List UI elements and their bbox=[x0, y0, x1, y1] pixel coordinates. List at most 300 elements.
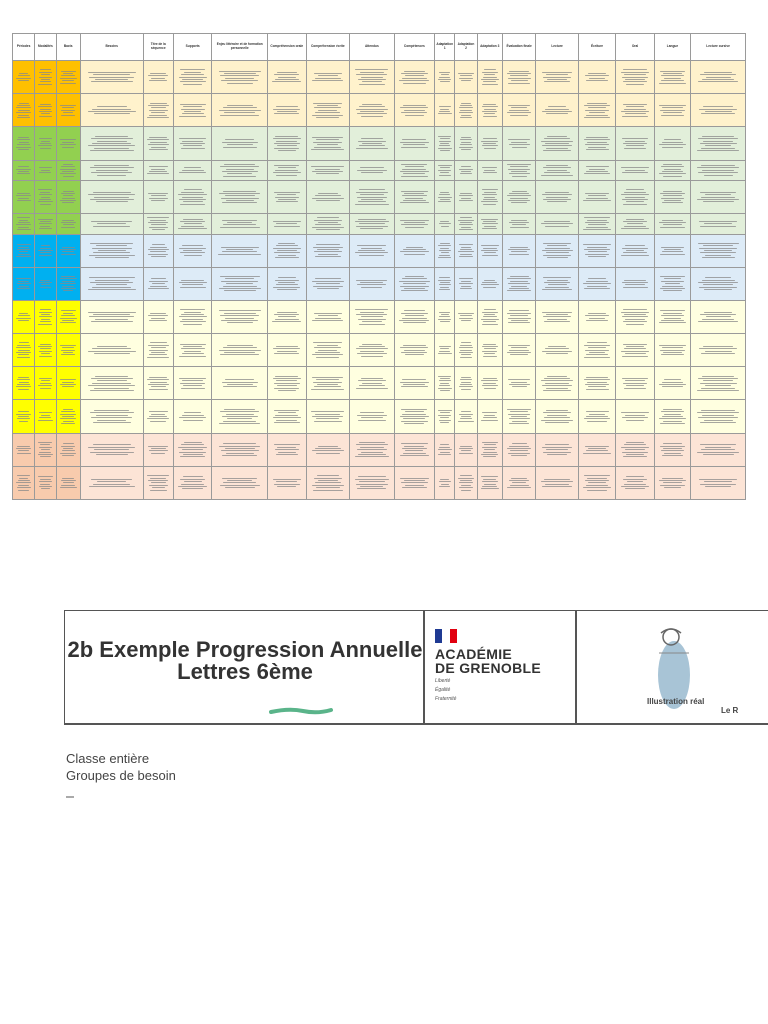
text-line-placeholder bbox=[481, 79, 499, 80]
cell-text-lines bbox=[59, 164, 77, 177]
text-line-placeholder bbox=[700, 444, 737, 445]
table-cell bbox=[80, 267, 143, 300]
text-line-placeholder bbox=[459, 229, 472, 230]
cell-text-lines bbox=[620, 167, 651, 173]
text-line-placeholder bbox=[277, 289, 297, 290]
text-line-placeholder bbox=[459, 448, 474, 449]
text-line-placeholder bbox=[438, 148, 452, 149]
table-cell bbox=[691, 127, 746, 160]
column-header: Modalités bbox=[35, 34, 56, 61]
table-cell bbox=[616, 367, 654, 400]
text-line-placeholder bbox=[151, 482, 166, 483]
text-line-placeholder bbox=[621, 486, 648, 487]
text-line-placeholder bbox=[274, 143, 301, 144]
cell-text-lines bbox=[480, 378, 499, 389]
table-cell bbox=[268, 61, 306, 94]
text-line-placeholder bbox=[545, 248, 570, 249]
text-line-placeholder bbox=[482, 167, 497, 168]
text-line-placeholder bbox=[588, 313, 607, 314]
cell-text-lines bbox=[354, 476, 390, 489]
text-line-placeholder bbox=[97, 481, 126, 482]
cell-text-lines bbox=[310, 103, 345, 118]
text-line-placeholder bbox=[481, 250, 498, 251]
cell-text-lines bbox=[658, 379, 687, 387]
text-line-placeholder bbox=[151, 78, 165, 79]
text-line-placeholder bbox=[362, 344, 382, 345]
cell-text-lines bbox=[437, 312, 452, 323]
text-line-placeholder bbox=[359, 189, 385, 190]
cell-text-lines bbox=[147, 244, 171, 257]
text-line-placeholder bbox=[704, 223, 733, 224]
text-line-placeholder bbox=[461, 142, 470, 143]
text-line-placeholder bbox=[16, 169, 30, 170]
text-line-placeholder bbox=[662, 286, 683, 287]
text-line-placeholder bbox=[147, 117, 169, 118]
table-cell bbox=[654, 61, 690, 94]
text-line-placeholder bbox=[405, 227, 425, 228]
text-line-placeholder bbox=[512, 386, 527, 387]
text-line-placeholder bbox=[220, 115, 259, 116]
table-cell bbox=[455, 334, 477, 367]
column-header: Langue bbox=[654, 34, 690, 61]
text-line-placeholder bbox=[315, 278, 341, 279]
text-line-placeholder bbox=[484, 388, 496, 389]
cell-text-lines bbox=[272, 243, 303, 258]
text-line-placeholder bbox=[94, 410, 129, 411]
text-line-placeholder bbox=[151, 224, 166, 225]
cell-text-lines bbox=[354, 309, 390, 324]
text-line-placeholder bbox=[184, 223, 202, 224]
text-line-placeholder bbox=[622, 378, 648, 379]
text-line-placeholder bbox=[180, 344, 206, 345]
text-line-placeholder bbox=[459, 283, 472, 284]
text-line-placeholder bbox=[148, 315, 168, 316]
table-cell bbox=[536, 61, 579, 94]
text-line-placeholder bbox=[17, 357, 31, 358]
text-line-placeholder bbox=[459, 482, 473, 483]
text-line-placeholder bbox=[223, 107, 257, 108]
text-line-placeholder bbox=[483, 221, 496, 222]
text-line-placeholder bbox=[278, 77, 296, 78]
text-line-placeholder bbox=[660, 446, 685, 447]
cell-text-lines bbox=[86, 410, 137, 423]
cell-text-lines bbox=[86, 106, 137, 114]
cell-text-lines bbox=[696, 72, 741, 83]
cell-text-lines bbox=[582, 313, 612, 321]
table-row bbox=[13, 433, 746, 466]
text-line-placeholder bbox=[223, 347, 257, 348]
text-line-placeholder bbox=[62, 80, 75, 81]
table-cell bbox=[350, 267, 395, 300]
text-line-placeholder bbox=[483, 378, 497, 379]
cell-text-lines bbox=[480, 69, 499, 84]
text-line-placeholder bbox=[183, 145, 202, 146]
cell-text-lines bbox=[480, 219, 499, 230]
text-line-placeholder bbox=[404, 480, 426, 481]
text-line-placeholder bbox=[623, 309, 646, 310]
table-cell bbox=[616, 160, 654, 180]
table-cell bbox=[654, 214, 690, 234]
cell-text-lines bbox=[506, 191, 532, 204]
text-line-placeholder bbox=[312, 80, 343, 81]
table-cell bbox=[80, 234, 143, 267]
table-cell bbox=[13, 334, 35, 367]
text-line-placeholder bbox=[60, 418, 75, 419]
column-header: Adaptation 2 bbox=[455, 34, 477, 61]
text-line-placeholder bbox=[273, 138, 301, 139]
text-line-placeholder bbox=[17, 288, 30, 289]
text-line-placeholder bbox=[225, 278, 254, 279]
text-line-placeholder bbox=[482, 442, 498, 443]
text-line-placeholder bbox=[441, 226, 449, 227]
cell-text-lines bbox=[217, 164, 262, 177]
text-line-placeholder bbox=[274, 192, 300, 193]
text-line-placeholder bbox=[481, 488, 499, 489]
text-line-placeholder bbox=[461, 103, 470, 104]
text-line-placeholder bbox=[625, 245, 645, 246]
cell-text-lines bbox=[398, 247, 430, 255]
table-cell bbox=[578, 334, 615, 367]
title-banner bbox=[64, 610, 768, 725]
table-cell bbox=[143, 214, 173, 234]
text-line-placeholder bbox=[62, 382, 74, 383]
cell-text-lines bbox=[620, 219, 651, 230]
table-cell bbox=[56, 180, 80, 213]
text-line-placeholder bbox=[662, 171, 684, 172]
text-line-placeholder bbox=[461, 80, 471, 81]
text-line-placeholder bbox=[508, 453, 530, 454]
cell-text-lines bbox=[147, 217, 171, 230]
table-cell bbox=[35, 127, 56, 160]
table-cell bbox=[394, 300, 434, 333]
text-line-placeholder bbox=[587, 220, 606, 221]
text-line-placeholder bbox=[356, 314, 387, 315]
text-line-placeholder bbox=[38, 442, 52, 443]
text-line-placeholder bbox=[510, 411, 528, 412]
text-line-placeholder bbox=[583, 283, 610, 284]
text-line-placeholder bbox=[483, 344, 496, 345]
text-line-placeholder bbox=[184, 189, 202, 190]
text-line-placeholder bbox=[314, 73, 342, 74]
cell-text-lines bbox=[86, 376, 137, 391]
text-line-placeholder bbox=[589, 318, 606, 319]
text-line-placeholder bbox=[403, 283, 426, 284]
column-header: Périodes bbox=[13, 34, 35, 61]
text-line-placeholder bbox=[483, 356, 497, 357]
text-line-placeholder bbox=[624, 109, 647, 110]
progression-table-wrap bbox=[12, 33, 746, 500]
text-line-placeholder bbox=[94, 113, 130, 114]
text-line-placeholder bbox=[40, 287, 52, 288]
text-line-placeholder bbox=[439, 175, 451, 176]
text-line-placeholder bbox=[95, 79, 128, 80]
text-line-placeholder bbox=[316, 173, 339, 174]
text-line-placeholder bbox=[626, 84, 644, 85]
text-line-placeholder bbox=[483, 452, 497, 453]
table-cell bbox=[477, 127, 502, 160]
text-line-placeholder bbox=[39, 228, 52, 229]
text-line-placeholder bbox=[312, 198, 344, 199]
cell-text-lines bbox=[15, 313, 32, 321]
text-line-placeholder bbox=[626, 385, 643, 386]
text-line-placeholder bbox=[95, 376, 128, 377]
text-line-placeholder bbox=[151, 448, 166, 449]
text-line-placeholder bbox=[356, 192, 388, 193]
text-line-placeholder bbox=[180, 143, 206, 144]
text-line-placeholder bbox=[400, 286, 428, 287]
table-cell bbox=[435, 127, 455, 160]
text-line-placeholder bbox=[40, 252, 51, 253]
text-line-placeholder bbox=[484, 280, 495, 281]
cell-text-lines bbox=[540, 243, 574, 258]
text-line-placeholder bbox=[17, 283, 31, 284]
text-line-placeholder bbox=[355, 479, 389, 480]
text-line-placeholder bbox=[94, 353, 130, 354]
text-line-placeholder bbox=[226, 249, 253, 250]
cell-text-lines bbox=[272, 106, 303, 114]
table-cell bbox=[654, 400, 690, 433]
text-line-placeholder bbox=[93, 252, 130, 253]
text-line-placeholder bbox=[63, 195, 73, 196]
table-cell bbox=[143, 300, 173, 333]
text-line-placeholder bbox=[405, 411, 423, 412]
text-line-placeholder bbox=[223, 147, 257, 148]
text-line-placeholder bbox=[461, 389, 472, 390]
illustration-caption-text: Illustration réal bbox=[647, 697, 705, 706]
text-line-placeholder bbox=[316, 487, 340, 488]
text-line-placeholder bbox=[438, 388, 452, 389]
text-line-placeholder bbox=[587, 142, 607, 143]
cell-text-lines bbox=[506, 310, 532, 323]
text-line-placeholder bbox=[151, 278, 166, 279]
column-header: Adaptation 1 bbox=[435, 34, 455, 61]
text-line-placeholder bbox=[60, 379, 77, 380]
text-line-placeholder bbox=[359, 442, 385, 443]
text-line-placeholder bbox=[482, 412, 497, 413]
cell-text-lines bbox=[59, 139, 77, 147]
text-line-placeholder bbox=[460, 144, 472, 145]
text-line-placeholder bbox=[19, 286, 29, 287]
table-cell bbox=[306, 400, 350, 433]
text-line-placeholder bbox=[459, 487, 472, 488]
text-line-placeholder bbox=[184, 167, 201, 168]
text-line-placeholder bbox=[547, 376, 567, 377]
text-line-placeholder bbox=[179, 356, 206, 357]
text-line-placeholder bbox=[705, 145, 732, 146]
table-cell bbox=[143, 61, 173, 94]
text-line-placeholder bbox=[315, 414, 340, 415]
text-line-placeholder bbox=[404, 350, 425, 351]
text-line-placeholder bbox=[460, 418, 473, 419]
text-line-placeholder bbox=[225, 487, 255, 488]
text-line-placeholder bbox=[623, 287, 648, 288]
text-line-placeholder bbox=[626, 442, 643, 443]
text-line-placeholder bbox=[359, 346, 385, 347]
cell-text-lines bbox=[540, 165, 574, 176]
text-line-placeholder bbox=[624, 388, 647, 389]
text-line-placeholder bbox=[360, 486, 383, 487]
table-cell bbox=[578, 234, 615, 267]
text-line-placeholder bbox=[89, 316, 134, 317]
text-line-placeholder bbox=[61, 411, 74, 412]
column-header: Compréhension orale bbox=[268, 34, 306, 61]
table-cell bbox=[691, 94, 746, 127]
text-line-placeholder bbox=[19, 220, 28, 221]
text-line-placeholder bbox=[698, 172, 737, 173]
text-line-placeholder bbox=[316, 379, 339, 380]
text-line-placeholder bbox=[459, 347, 474, 348]
text-line-placeholder bbox=[703, 380, 732, 381]
text-line-placeholder bbox=[697, 390, 739, 391]
text-line-placeholder bbox=[275, 197, 299, 198]
text-line-placeholder bbox=[404, 310, 425, 311]
table-cell bbox=[536, 300, 579, 333]
text-line-placeholder bbox=[483, 287, 496, 288]
text-line-placeholder bbox=[40, 309, 51, 310]
text-line-placeholder bbox=[19, 421, 29, 422]
table-cell bbox=[654, 300, 690, 333]
table-cell bbox=[578, 160, 615, 180]
text-line-placeholder bbox=[39, 194, 52, 195]
text-line-placeholder bbox=[182, 245, 203, 246]
text-line-placeholder bbox=[704, 481, 733, 482]
text-line-placeholder bbox=[18, 450, 29, 451]
text-line-placeholder bbox=[459, 453, 473, 454]
text-line-placeholder bbox=[482, 351, 497, 352]
table-cell bbox=[173, 234, 211, 267]
cell-text-lines bbox=[59, 220, 77, 228]
text-line-placeholder bbox=[405, 450, 423, 451]
cell-text-lines bbox=[38, 138, 54, 149]
table-row bbox=[13, 214, 746, 234]
table-cell bbox=[691, 334, 746, 367]
text-line-placeholder bbox=[459, 278, 473, 279]
text-line-placeholder bbox=[545, 383, 569, 384]
text-line-placeholder bbox=[92, 109, 131, 110]
cell-text-lines bbox=[506, 478, 532, 489]
cell-text-lines bbox=[147, 313, 171, 321]
text-line-placeholder bbox=[461, 416, 471, 417]
text-line-placeholder bbox=[62, 416, 74, 417]
cell-text-lines bbox=[540, 479, 574, 487]
cell-text-lines bbox=[59, 247, 77, 255]
text-line-placeholder bbox=[483, 321, 496, 322]
table-cell bbox=[455, 267, 477, 300]
cell-text-lines bbox=[15, 217, 32, 230]
cell-text-lines bbox=[458, 244, 475, 257]
text-line-placeholder bbox=[277, 385, 297, 386]
text-line-placeholder bbox=[149, 320, 167, 321]
table-cell bbox=[56, 61, 80, 94]
text-line-placeholder bbox=[95, 319, 128, 320]
text-line-placeholder bbox=[182, 488, 203, 489]
cell-text-lines bbox=[310, 446, 345, 454]
text-line-placeholder bbox=[151, 169, 165, 170]
cell-text-lines bbox=[620, 104, 651, 117]
text-line-placeholder bbox=[507, 278, 530, 279]
text-line-placeholder bbox=[510, 198, 528, 199]
text-line-placeholder bbox=[179, 378, 206, 379]
text-line-placeholder bbox=[483, 316, 497, 317]
text-line-placeholder bbox=[541, 223, 572, 224]
text-line-placeholder bbox=[63, 421, 74, 422]
text-line-placeholder bbox=[625, 197, 645, 198]
text-line-placeholder bbox=[483, 143, 496, 144]
table-cell bbox=[13, 160, 35, 180]
text-line-placeholder bbox=[92, 287, 132, 288]
text-line-placeholder bbox=[625, 449, 645, 450]
table-cell bbox=[394, 367, 434, 400]
text-line-placeholder bbox=[219, 288, 261, 289]
column-header: Lecture cursive bbox=[691, 34, 746, 61]
text-line-placeholder bbox=[148, 345, 169, 346]
text-line-placeholder bbox=[664, 200, 680, 201]
text-line-placeholder bbox=[273, 348, 300, 349]
text-line-placeholder bbox=[17, 117, 31, 118]
cell-text-lines bbox=[217, 443, 262, 456]
text-line-placeholder bbox=[18, 247, 28, 248]
text-line-placeholder bbox=[359, 255, 384, 256]
text-line-placeholder bbox=[438, 170, 451, 171]
text-line-placeholder bbox=[312, 485, 344, 486]
text-line-placeholder bbox=[660, 227, 684, 228]
table-cell bbox=[654, 367, 690, 400]
cell-text-lines bbox=[59, 310, 77, 323]
text-line-placeholder bbox=[699, 479, 738, 480]
cell-text-lines bbox=[437, 72, 452, 83]
text-line-placeholder bbox=[585, 144, 610, 145]
cell-text-lines bbox=[582, 278, 612, 289]
text-line-placeholder bbox=[508, 78, 531, 79]
text-line-placeholder bbox=[662, 455, 683, 456]
text-line-placeholder bbox=[151, 414, 165, 415]
table-cell bbox=[578, 214, 615, 234]
text-line-placeholder bbox=[225, 195, 255, 196]
text-line-placeholder bbox=[276, 245, 298, 246]
text-line-placeholder bbox=[223, 286, 257, 287]
cell-text-lines bbox=[582, 193, 612, 201]
text-line-placeholder bbox=[483, 81, 496, 82]
cell-text-lines bbox=[38, 412, 54, 420]
text-line-placeholder bbox=[700, 484, 736, 485]
text-line-placeholder bbox=[358, 250, 385, 251]
text-line-placeholder bbox=[402, 195, 427, 196]
cell-text-lines bbox=[38, 189, 54, 204]
cell-text-lines bbox=[15, 244, 32, 257]
text-line-placeholder bbox=[441, 74, 449, 75]
text-line-placeholder bbox=[41, 380, 50, 381]
text-line-placeholder bbox=[542, 250, 573, 251]
table-cell bbox=[616, 94, 654, 127]
text-line-placeholder bbox=[461, 137, 471, 138]
text-line-placeholder bbox=[63, 313, 74, 314]
text-line-placeholder bbox=[180, 321, 206, 322]
table-cell bbox=[268, 94, 306, 127]
text-line-placeholder bbox=[149, 166, 168, 167]
cell-text-lines bbox=[506, 105, 532, 116]
table-cell bbox=[35, 234, 56, 267]
text-line-placeholder bbox=[542, 111, 572, 112]
text-line-placeholder bbox=[665, 283, 681, 284]
text-line-placeholder bbox=[543, 316, 572, 317]
text-line-placeholder bbox=[659, 345, 686, 346]
text-line-placeholder bbox=[482, 385, 498, 386]
text-line-placeholder bbox=[179, 282, 207, 283]
text-line-placeholder bbox=[356, 109, 389, 110]
text-line-placeholder bbox=[507, 164, 531, 165]
text-line-placeholder bbox=[458, 478, 473, 479]
text-line-placeholder bbox=[439, 447, 450, 448]
